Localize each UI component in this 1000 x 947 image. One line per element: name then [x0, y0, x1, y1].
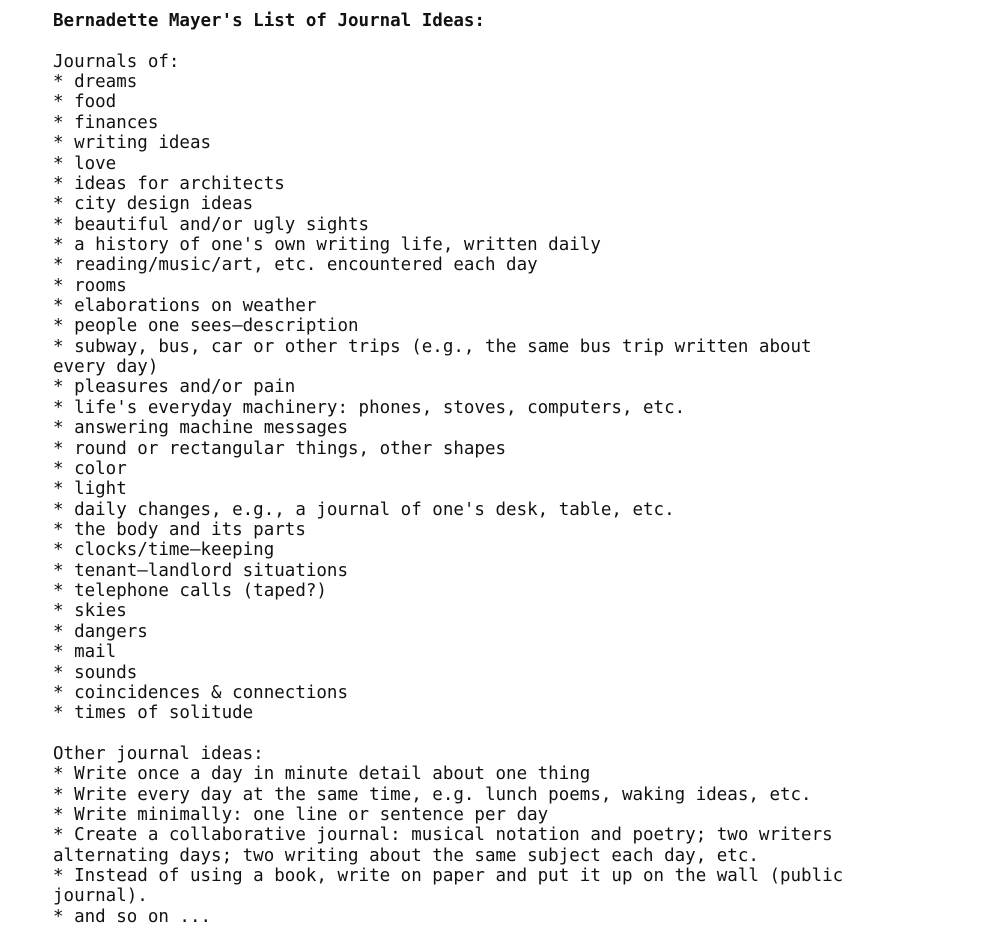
blank-line [53, 724, 853, 744]
list-item: * dreams [53, 72, 138, 93]
list-item: * beautiful and/or ugly sights [53, 214, 370, 235]
list-item: * Write once a day in minute detail about one thing [53, 764, 591, 785]
list-item: * Create a collaborative journal: musical notation and poetry; two writers alternating days; two writing about the same subject each day, etc. [53, 825, 833, 866]
list-item: * dangers [53, 621, 148, 642]
list-item: * and so on ... [53, 906, 212, 927]
list-item: * sounds [53, 662, 138, 683]
list-item: * pleasures and/or pain [53, 377, 296, 398]
list-item: * mail [53, 642, 117, 663]
list-item: * city design ideas [53, 194, 254, 215]
list-item: * skies [53, 601, 127, 622]
list-item: * answering machine messages [53, 418, 349, 439]
list-item: * Write minimally: one line or sentence per day [53, 805, 549, 826]
section-list [53, 52, 853, 927]
list-item: * a history of one's own writing life, written daily [53, 234, 601, 255]
list-item: * Instead of using a book, write on paper and put it up on the wall (public journal). [53, 866, 844, 907]
list-item: * food [53, 92, 117, 113]
list-item: * finances [53, 112, 159, 133]
list-item: * times of solitude [53, 703, 254, 724]
list-item: * coincidences & connections [53, 682, 349, 703]
page-title: Bernadette Mayer's List of Journal Ideas: [53, 11, 485, 31]
list-item: * rooms [53, 275, 127, 296]
list-item: * writing ideas [53, 133, 212, 154]
list-item: * love [53, 153, 117, 174]
list-item: * life's everyday machinery: phones, stoves, computers, etc. [53, 397, 686, 418]
list-item: * ideas for architects [53, 173, 285, 194]
list-item: * reading/music/art, etc. encountered each day [53, 255, 538, 276]
list-item: * tenant—landlord situations [53, 560, 349, 581]
list-item: * light [53, 479, 127, 500]
section-heading: Journals of: [53, 51, 180, 72]
list-item: * daily changes, e.g., a journal of one's desk, table, etc. [53, 499, 675, 520]
list-item: * round or rectangular things, other shapes [53, 438, 507, 459]
blank-line [53, 31, 853, 51]
list-item: * clocks/time—keeping [53, 540, 275, 561]
section-heading: Other journal ideas: [53, 743, 264, 764]
list-item: * Write every day at the same time, e.g. lunch poems, waking ideas, etc. [53, 784, 812, 805]
list-item: * people one sees—description [53, 316, 359, 337]
list-item: * elaborations on weather [53, 296, 317, 317]
list-item: * telephone calls (taped?) [53, 581, 327, 602]
list-item: * the body and its parts [53, 519, 306, 540]
list-item: * subway, bus, car or other trips (e.g., the same bus trip written about every day) [53, 336, 812, 378]
list-item: * color [53, 458, 127, 479]
document [53, 11, 853, 927]
